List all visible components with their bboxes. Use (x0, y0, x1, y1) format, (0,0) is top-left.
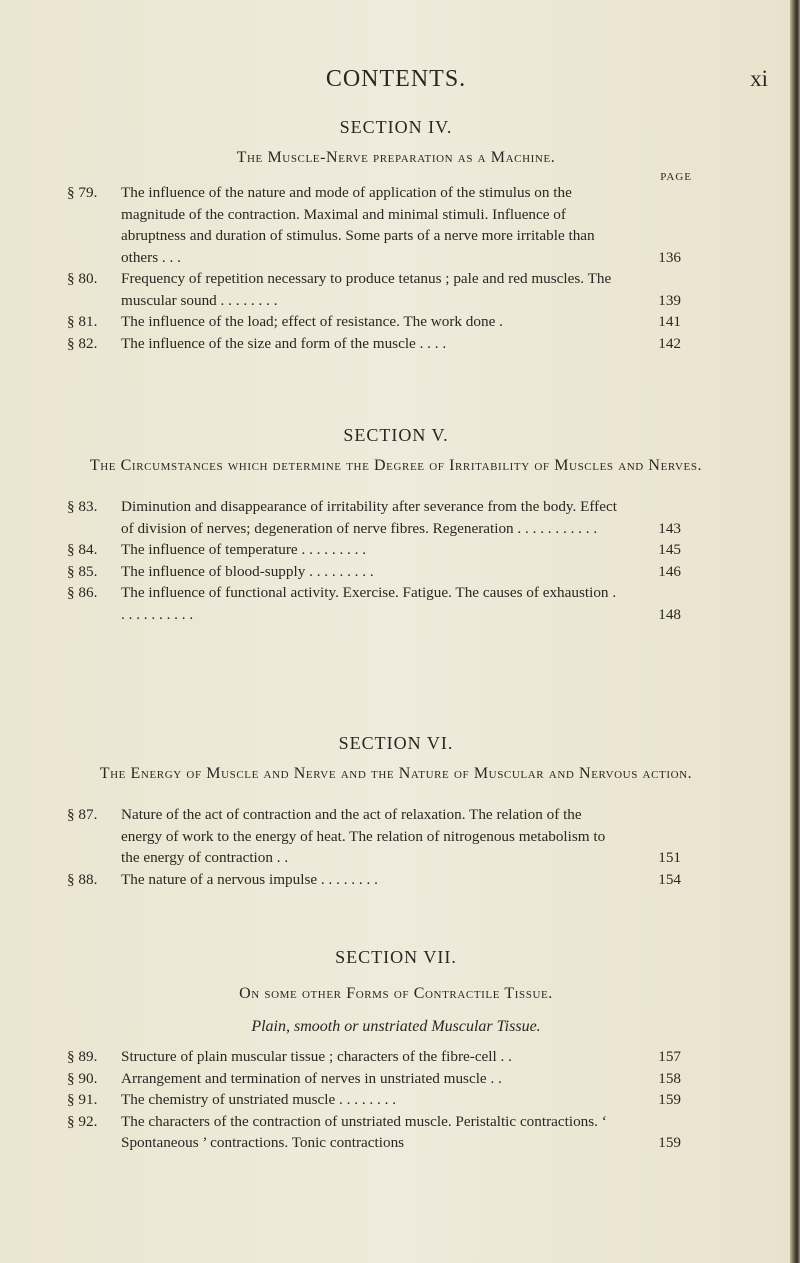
section-vi (0, 733, 792, 890)
toc-entry[interactable] (67, 539, 681, 561)
section-title: The Muscle-Nerve preparation as a Machine. (236, 149, 556, 166)
entry-number: § 79. (67, 184, 98, 201)
entry-text: Structure of plain muscular tissue ; characters of the fibre-cell . . (121, 1048, 512, 1065)
entry-text: Frequency of repetition necessary to produce tetanus ; pale and red muscles. The muscular sound . . . . . . . . (121, 270, 612, 309)
toc-entry[interactable] (67, 1046, 681, 1068)
entry-number: § 82. (67, 334, 98, 352)
entry-page: 151 (658, 849, 681, 866)
entry-page: 159 (658, 1134, 681, 1151)
entry-text: The influence of the nature and mode of application of the stimulus on the magnitude of the contraction. Maximal and minimal stimuli. Influence of abruptness and duration of stimulus. Some parts of a nerve more irritable than others . . . (121, 184, 595, 266)
section-heading: SECTION VI. (338, 733, 454, 753)
entry-list (0, 804, 792, 890)
toc-entry[interactable] (67, 582, 681, 625)
entry-number: § 83. (67, 498, 98, 515)
section-heading: SECTION VII. (335, 947, 457, 967)
toc-entry[interactable] (67, 311, 681, 333)
entry-list (0, 496, 792, 625)
entry-list (0, 1046, 792, 1154)
entry-page: 146 (658, 562, 681, 580)
running-head (0, 66, 792, 100)
page-number: xi (750, 66, 768, 91)
section-iv (0, 117, 792, 354)
page-column-label: PAGE (660, 171, 692, 183)
entry-text: The influence of blood-supply . . . . . . . . . (121, 562, 374, 580)
entry-page: 136 (658, 248, 681, 266)
entry-text: The influence of the load; effect of resistance. The work done . (121, 313, 503, 330)
section-title: On some other Forms of Contractile Tissue. (239, 985, 553, 1002)
section-heading: SECTION V. (343, 425, 449, 445)
toc-entry[interactable] (67, 333, 681, 355)
entry-number: § 90. (67, 1069, 98, 1087)
section-title: The Energy of Muscle and Nerve and the Nature of Muscular and Nervous action. (99, 765, 693, 782)
section-subtitle: Plain, smooth or unstriated Muscular Tissue. (251, 1018, 541, 1035)
entry-text: The nature of a nervous impulse . . . . . . . . (121, 870, 378, 888)
entry-text: The influence of the size and form of the muscle . . . . (121, 334, 447, 352)
entry-number: § 85. (67, 562, 98, 580)
entry-text: The influence of temperature . . . . . . . . . (121, 541, 367, 558)
toc-entry[interactable] (67, 1089, 681, 1111)
toc-entry[interactable] (67, 268, 681, 311)
entry-text: The characters of the contraction of unstriated muscle. Peristaltic contractions. ‘ Spontaneous ’ contractions. Tonic contractions (121, 1112, 607, 1151)
entry-number: § 81. (67, 313, 98, 330)
section-v (0, 425, 792, 625)
running-title: CONTENTS. (325, 66, 467, 92)
entry-number: § 80. (67, 270, 98, 287)
section-title: The Circumstances which determine the Degree of Irritability of Muscles and Nerves. (89, 457, 703, 474)
entry-number: § 87. (67, 806, 98, 823)
entry-page: 159 (658, 1091, 681, 1108)
entry-list (0, 182, 792, 354)
toc-entry[interactable] (67, 182, 681, 268)
entry-number: § 88. (67, 870, 98, 888)
toc-entry[interactable] (67, 1111, 681, 1154)
section-heading: SECTION IV. (339, 117, 453, 137)
toc-entry[interactable] (67, 561, 681, 583)
entry-text: Diminution and disappearance of irritability after severance from the body. Effect of division of nerves; degeneration of nerve fibres. Regeneration . . . . . . . . . . . (121, 498, 617, 537)
entry-page: 141 (658, 313, 681, 330)
entry-page: 142 (658, 334, 681, 352)
entry-number: § 89. (67, 1048, 98, 1065)
toc-entry[interactable] (67, 496, 681, 539)
entry-page: 145 (658, 541, 681, 558)
entry-number: § 91. (67, 1091, 98, 1108)
entry-text: Arrangement and termination of nerves in unstriated muscle . . (121, 1069, 502, 1087)
entry-number: § 84. (67, 541, 98, 558)
toc-entry[interactable] (67, 869, 681, 891)
toc-entry[interactable] (67, 1068, 681, 1090)
entry-number: § 86. (67, 584, 98, 601)
entry-text: The chemistry of unstriated muscle . . . . . . . . (121, 1091, 396, 1108)
entry-page: 154 (658, 870, 681, 888)
entry-page: 139 (658, 291, 681, 309)
entry-page: 157 (658, 1048, 681, 1065)
entry-number: § 92. (67, 1112, 98, 1130)
entry-text: Nature of the act of contraction and the act of relaxation. The relation of the energy of work to the energy of heat. The relation of nitrogenous metabolism to the energy of contraction . . (121, 806, 606, 866)
section-vii (0, 947, 792, 1154)
entry-page: 148 (658, 605, 681, 623)
toc-entry[interactable] (67, 804, 681, 869)
entry-page: 158 (658, 1069, 681, 1087)
entry-page: 143 (658, 519, 681, 537)
entry-text: The influence of functional activity. Exercise. Fatigue. The causes of exhaustion . . . . . . . . . . . (121, 584, 617, 623)
